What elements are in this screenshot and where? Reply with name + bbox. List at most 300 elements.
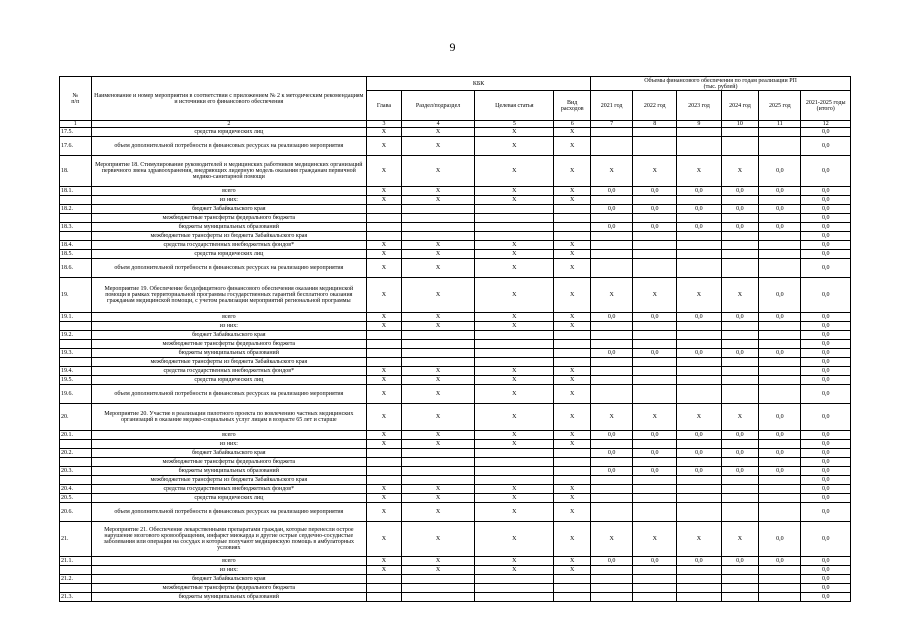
row-cell: 0,0 [721, 349, 759, 358]
row-number: 20.5. [60, 494, 92, 503]
row-cell: 0,0 [677, 431, 721, 440]
row-total: 0,0 [801, 467, 851, 476]
row-cell: X [367, 196, 402, 205]
header-index: 2 [91, 121, 367, 128]
row-cell: 0,0 [591, 349, 633, 358]
row-cell [554, 223, 591, 232]
row-cell: 0,0 [759, 349, 801, 358]
row-cell: X [367, 503, 402, 522]
row-cell [591, 196, 633, 205]
row-total: 0,0 [801, 137, 851, 156]
row-cell [759, 575, 801, 584]
row-cell [759, 259, 801, 278]
row-name: межбюджетные трансферты федерального бюджета [91, 458, 367, 467]
row-number [60, 358, 92, 367]
row-number: 18.1. [60, 187, 92, 196]
row-cell [759, 322, 801, 331]
table-row [60, 376, 851, 385]
row-cell [401, 205, 475, 214]
row-cell [759, 241, 801, 250]
row-cell [677, 458, 721, 467]
row-cell [759, 494, 801, 503]
row-cell: X [367, 485, 402, 494]
table-row [60, 223, 851, 232]
row-cell [677, 385, 721, 404]
row-cell [677, 367, 721, 376]
row-cell [759, 476, 801, 485]
row-cell: X [554, 376, 591, 385]
row-total: 0,0 [801, 156, 851, 187]
row-cell: X [633, 522, 677, 557]
row-cell [401, 232, 475, 241]
row-name: объем дополнительной потребности в финансовых ресурсах на реализацию мероприятия [91, 259, 367, 278]
table-row [60, 259, 851, 278]
row-name: межбюджетные трансферты федерального бюджета [91, 584, 367, 593]
row-cell: 0,0 [633, 313, 677, 322]
row-cell [367, 449, 402, 458]
row-cell: X [401, 494, 475, 503]
table-row [60, 404, 851, 431]
row-cell: X [401, 557, 475, 566]
row-cell: X [554, 250, 591, 259]
row-cell [633, 196, 677, 205]
row-cell: 0,0 [759, 278, 801, 313]
row-cell [633, 259, 677, 278]
row-name: бюджеты муниципальных образований [91, 223, 367, 232]
row-cell [554, 449, 591, 458]
row-number [60, 322, 92, 331]
row-cell: X [367, 322, 402, 331]
header-vr: Вид расходов [554, 91, 591, 121]
row-cell: 0,0 [633, 557, 677, 566]
row-cell: X [677, 156, 721, 187]
row-cell [591, 250, 633, 259]
row-number: 20.2. [60, 449, 92, 458]
row-total: 0,0 [801, 128, 851, 137]
row-cell: X [401, 156, 475, 187]
row-cell: X [475, 196, 554, 205]
header-year-total: 2021-2025 годы (итого) [801, 91, 851, 121]
row-cell: X [401, 187, 475, 196]
row-cell [633, 214, 677, 223]
row-cell [475, 232, 554, 241]
table-row [60, 241, 851, 250]
row-cell [591, 214, 633, 223]
row-cell: X [554, 494, 591, 503]
row-cell [367, 584, 402, 593]
row-total: 0,0 [801, 241, 851, 250]
header-glava: Глава [367, 91, 402, 121]
row-cell [759, 232, 801, 241]
row-cell [721, 367, 759, 376]
row-cell: X [475, 137, 554, 156]
row-cell: X [591, 278, 633, 313]
row-name: бюджеты муниципальных образований [91, 593, 367, 602]
row-cell [367, 340, 402, 349]
row-cell [633, 476, 677, 485]
table-row [60, 358, 851, 367]
row-cell [721, 575, 759, 584]
row-cell [475, 458, 554, 467]
row-cell [401, 349, 475, 358]
header-index: 8 [633, 121, 677, 128]
table-row [60, 575, 851, 584]
row-cell [677, 241, 721, 250]
header-year-2023: 2023 год [677, 91, 721, 121]
header-index: 11 [759, 121, 801, 128]
row-cell: X [475, 404, 554, 431]
row-number: 20. [60, 404, 92, 431]
row-cell: X [475, 241, 554, 250]
row-number [60, 566, 92, 575]
row-number: 19.3. [60, 349, 92, 358]
row-total: 0,0 [801, 250, 851, 259]
row-cell [401, 358, 475, 367]
row-cell [367, 331, 402, 340]
row-cell [759, 385, 801, 404]
row-cell: X [367, 431, 402, 440]
header-index: 5 [475, 121, 554, 128]
row-total: 0,0 [801, 593, 851, 602]
table-row [60, 503, 851, 522]
table-row [60, 278, 851, 313]
row-cell: 0,0 [633, 223, 677, 232]
row-name: из них: [91, 440, 367, 449]
row-name: Мероприятие 18. Стимулирование руководителей и медицинских работников медицинских организаций первичного звена здравоохранения, внедряющих лидерную модель оказания гражданам первичной медико-санитарной помощи [91, 156, 367, 187]
row-cell [677, 250, 721, 259]
row-number [60, 340, 92, 349]
header-cs: Целевая статья [475, 91, 554, 121]
row-cell: X [677, 278, 721, 313]
row-cell [633, 128, 677, 137]
row-cell [554, 476, 591, 485]
row-cell [475, 340, 554, 349]
row-cell: 0,0 [759, 522, 801, 557]
row-cell [677, 494, 721, 503]
row-cell: X [721, 522, 759, 557]
row-total: 0,0 [801, 385, 851, 404]
table-row [60, 476, 851, 485]
row-cell [367, 349, 402, 358]
row-cell [759, 440, 801, 449]
row-cell [721, 259, 759, 278]
row-cell: 0,0 [677, 557, 721, 566]
row-cell [554, 575, 591, 584]
row-cell: X [475, 385, 554, 404]
row-cell: X [677, 404, 721, 431]
row-name: бюджет Забайкальского края [91, 449, 367, 458]
row-cell [554, 358, 591, 367]
header-year-2021: 2021 год [591, 91, 633, 121]
row-cell: X [554, 128, 591, 137]
row-cell: X [367, 128, 402, 137]
row-cell [721, 358, 759, 367]
row-cell [759, 593, 801, 602]
row-cell [677, 440, 721, 449]
row-cell [633, 575, 677, 584]
table-row [60, 128, 851, 137]
row-number: 18.5. [60, 250, 92, 259]
row-cell [721, 250, 759, 259]
row-cell: X [401, 503, 475, 522]
row-cell: 0,0 [591, 313, 633, 322]
row-total: 0,0 [801, 187, 851, 196]
row-cell [677, 331, 721, 340]
funding-table [59, 76, 851, 602]
row-cell: X [475, 440, 554, 449]
table-body [60, 128, 851, 602]
table-row [60, 385, 851, 404]
row-cell: X [554, 322, 591, 331]
row-cell [633, 385, 677, 404]
row-cell [591, 503, 633, 522]
row-cell [475, 449, 554, 458]
row-cell: X [554, 313, 591, 322]
row-cell: X [554, 259, 591, 278]
row-cell: X [554, 431, 591, 440]
row-cell [401, 331, 475, 340]
row-cell [591, 331, 633, 340]
row-cell: X [475, 494, 554, 503]
row-cell: X [401, 522, 475, 557]
row-cell: 0,0 [759, 431, 801, 440]
row-number: 18.2. [60, 205, 92, 214]
row-cell: X [475, 128, 554, 137]
header-index: 1 [60, 121, 92, 128]
row-cell [401, 340, 475, 349]
row-name: всего [91, 557, 367, 566]
row-total: 0,0 [801, 494, 851, 503]
row-cell [721, 584, 759, 593]
row-cell [759, 128, 801, 137]
header-kbk: КБК [367, 77, 591, 91]
row-total: 0,0 [801, 566, 851, 575]
row-total: 0,0 [801, 340, 851, 349]
table-row [60, 232, 851, 241]
row-cell: X [401, 376, 475, 385]
row-cell [401, 223, 475, 232]
row-cell: 0,0 [721, 449, 759, 458]
row-name: бюджет Забайкальского края [91, 575, 367, 584]
row-cell: 0,0 [633, 205, 677, 214]
row-cell: 0,0 [759, 467, 801, 476]
row-cell: X [367, 137, 402, 156]
row-number [60, 214, 92, 223]
table-row [60, 522, 851, 557]
table-row [60, 331, 851, 340]
row-cell [677, 128, 721, 137]
table-row [60, 349, 851, 358]
row-cell: 0,0 [677, 467, 721, 476]
row-cell [633, 376, 677, 385]
row-cell: X [367, 376, 402, 385]
row-cell: X [401, 566, 475, 575]
row-number [60, 476, 92, 485]
row-cell: X [554, 187, 591, 196]
row-cell: X [554, 278, 591, 313]
row-cell [401, 467, 475, 476]
row-cell [633, 440, 677, 449]
table-row [60, 566, 851, 575]
row-total: 0,0 [801, 522, 851, 557]
header-index: 4 [401, 121, 475, 128]
row-cell [677, 196, 721, 205]
row-cell [759, 566, 801, 575]
row-cell: X [721, 278, 759, 313]
row-cell: X [554, 440, 591, 449]
row-cell: 0,0 [677, 349, 721, 358]
row-cell [367, 214, 402, 223]
row-total: 0,0 [801, 440, 851, 449]
row-cell [759, 196, 801, 205]
row-cell: 0,0 [633, 187, 677, 196]
row-cell [633, 593, 677, 602]
row-cell: 0,0 [759, 313, 801, 322]
table-row [60, 340, 851, 349]
row-cell: X [475, 367, 554, 376]
row-cell: 0,0 [591, 223, 633, 232]
row-cell: X [367, 566, 402, 575]
row-cell: X [401, 404, 475, 431]
header-index-row [60, 121, 851, 128]
row-cell [475, 214, 554, 223]
row-cell: 0,0 [677, 313, 721, 322]
page-number: 9 [449, 40, 456, 54]
row-cell [401, 476, 475, 485]
row-cell [721, 593, 759, 602]
row-number [60, 196, 92, 205]
row-cell [475, 223, 554, 232]
row-cell [475, 349, 554, 358]
header-year-2024: 2024 год [721, 91, 759, 121]
row-total: 0,0 [801, 205, 851, 214]
row-cell: X [633, 404, 677, 431]
table-row [60, 322, 851, 331]
row-cell [677, 485, 721, 494]
row-cell [633, 232, 677, 241]
row-cell [633, 340, 677, 349]
row-cell: 0,0 [721, 313, 759, 322]
row-cell [633, 241, 677, 250]
row-number: 19.2. [60, 331, 92, 340]
header-index: 7 [591, 121, 633, 128]
table-row [60, 313, 851, 322]
row-cell: X [401, 385, 475, 404]
row-cell: X [591, 156, 633, 187]
row-total: 0,0 [801, 431, 851, 440]
row-cell: X [367, 494, 402, 503]
row-cell: X [367, 385, 402, 404]
row-cell: X [401, 128, 475, 137]
row-cell: X [367, 156, 402, 187]
row-number: 18.4. [60, 241, 92, 250]
row-cell: X [367, 367, 402, 376]
row-cell [591, 128, 633, 137]
row-cell: 0,0 [633, 431, 677, 440]
row-cell: X [554, 522, 591, 557]
row-cell [591, 367, 633, 376]
row-cell: X [401, 431, 475, 440]
row-number: 18.6. [60, 259, 92, 278]
row-cell [721, 485, 759, 494]
row-cell [475, 205, 554, 214]
row-name: бюджет Забайкальского края [91, 331, 367, 340]
row-name: межбюджетные трансферты федерального бюджета [91, 214, 367, 223]
row-cell [554, 340, 591, 349]
row-cell [401, 593, 475, 602]
table-row [60, 367, 851, 376]
row-cell [367, 467, 402, 476]
table-row [60, 250, 851, 259]
row-cell [554, 584, 591, 593]
row-cell [721, 494, 759, 503]
row-cell: X [554, 557, 591, 566]
row-name: межбюджетные трансферты из бюджета Забайкальского края [91, 232, 367, 241]
row-total: 0,0 [801, 449, 851, 458]
row-number: 18.3. [60, 223, 92, 232]
row-cell [591, 575, 633, 584]
table-row [60, 458, 851, 467]
row-cell [401, 575, 475, 584]
row-name: средства юридических лиц [91, 376, 367, 385]
row-cell: X [401, 196, 475, 205]
header-index: 6 [554, 121, 591, 128]
row-cell [367, 593, 402, 602]
row-cell: 0,0 [721, 187, 759, 196]
row-cell [677, 376, 721, 385]
row-cell [591, 137, 633, 156]
row-total: 0,0 [801, 322, 851, 331]
row-name: бюджеты муниципальных образований [91, 467, 367, 476]
table-row [60, 137, 851, 156]
row-cell: 0,0 [591, 187, 633, 196]
row-number: 21.3. [60, 593, 92, 602]
row-cell [475, 575, 554, 584]
table-row [60, 156, 851, 187]
row-cell [554, 331, 591, 340]
row-cell: 0,0 [591, 205, 633, 214]
row-cell [591, 385, 633, 404]
row-cell: X [554, 404, 591, 431]
row-cell [677, 593, 721, 602]
row-cell [591, 476, 633, 485]
row-cell [633, 584, 677, 593]
row-cell: X [401, 259, 475, 278]
row-cell: 0,0 [591, 467, 633, 476]
row-cell: X [554, 503, 591, 522]
row-cell [677, 566, 721, 575]
row-cell: X [554, 196, 591, 205]
row-cell [759, 485, 801, 494]
row-cell [554, 205, 591, 214]
row-cell: X [475, 503, 554, 522]
header-index: 10 [721, 121, 759, 128]
row-cell [759, 376, 801, 385]
header-index: 3 [367, 121, 402, 128]
row-number: 20.4. [60, 485, 92, 494]
row-cell: X [554, 367, 591, 376]
row-cell: X [475, 250, 554, 259]
row-cell [401, 458, 475, 467]
row-total: 0,0 [801, 367, 851, 376]
row-name: средства государственных внебюджетных фондов* [91, 485, 367, 494]
row-cell [721, 331, 759, 340]
header-funding: Объемы финансового обеспечения по годам реализации РП (тыс. рублей) [591, 77, 851, 91]
row-cell: X [401, 485, 475, 494]
row-cell [591, 440, 633, 449]
row-cell [475, 476, 554, 485]
row-cell [554, 349, 591, 358]
